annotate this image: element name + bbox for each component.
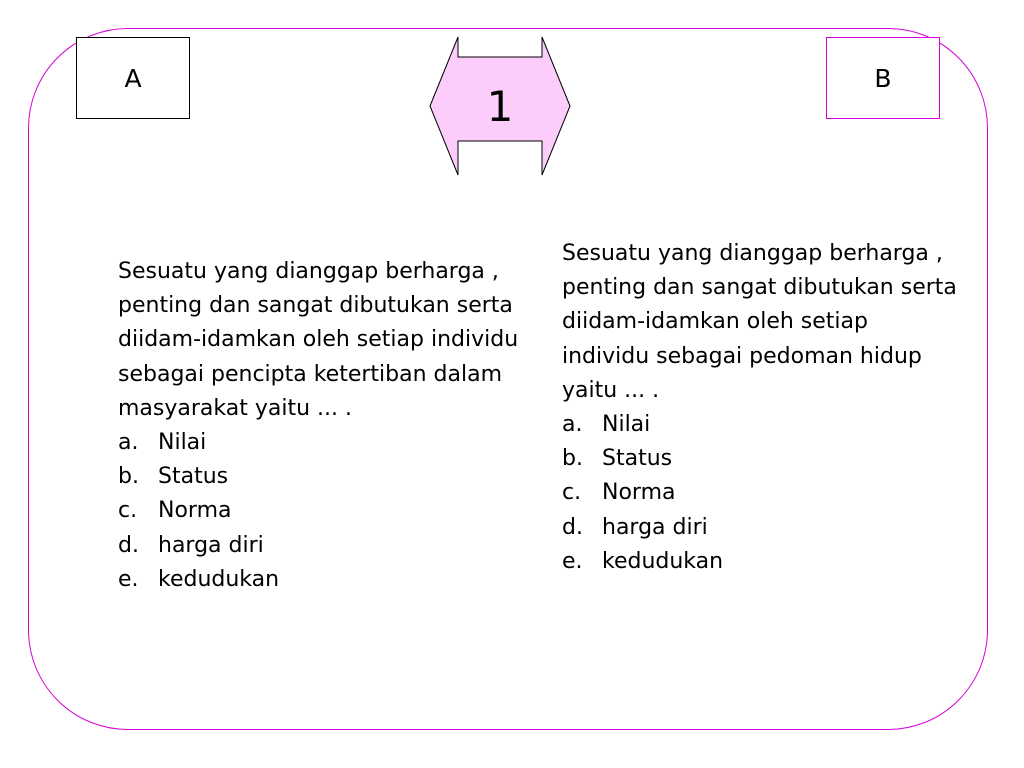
question-b-options [562, 408, 962, 579]
label-box-b [826, 37, 940, 119]
option-text: Nilai [602, 412, 651, 438]
label-a: A [124, 63, 142, 93]
option-a-d [118, 529, 528, 563]
option-a-c [118, 494, 528, 528]
question-b [562, 237, 962, 579]
option-text: Norma [158, 498, 232, 524]
option-letter: c. [562, 480, 582, 506]
option-letter: e. [118, 566, 139, 592]
option-a-e [118, 563, 528, 597]
arrow-number: 1 [486, 81, 514, 131]
option-text: Status [158, 464, 229, 490]
option-letter: b. [562, 446, 583, 472]
option-letter: b. [118, 464, 139, 490]
question-a [118, 255, 528, 597]
question-a-text: Sesuatu yang dianggap berharga , penting dan sangat dibutukan serta diidam-idamkan oleh setiap individu sebagai pencipta ketertiban dalam masyarakat yaitu ... . [118, 259, 519, 421]
option-b-b [562, 442, 962, 476]
option-letter: a. [562, 412, 583, 438]
option-text: kedudukan [602, 548, 724, 574]
label-box-a [76, 37, 190, 119]
option-letter: d. [562, 514, 583, 540]
option-b-d [562, 511, 962, 545]
question-b-text: Sesuatu yang dianggap berharga , penting dan sangat dibutukan serta diidam-idamkan oleh setiap individu sebagai pedoman hidup yaitu ... . [562, 241, 957, 403]
option-text: harga diri [158, 532, 264, 558]
question-a-options [118, 426, 528, 597]
option-letter: d. [118, 532, 139, 558]
option-a-a [118, 426, 528, 460]
option-letter: e. [562, 548, 583, 574]
option-text: Norma [602, 480, 676, 506]
option-b-a [562, 408, 962, 442]
option-b-e [562, 545, 962, 579]
option-text: Nilai [158, 430, 207, 456]
option-text: Status [602, 446, 673, 472]
label-b: B [874, 63, 892, 93]
option-letter: a. [118, 430, 139, 456]
option-a-b [118, 460, 528, 494]
option-text: harga diri [602, 514, 708, 540]
option-b-c [562, 476, 962, 510]
option-text: kedudukan [158, 566, 280, 592]
option-letter: c. [118, 498, 138, 524]
